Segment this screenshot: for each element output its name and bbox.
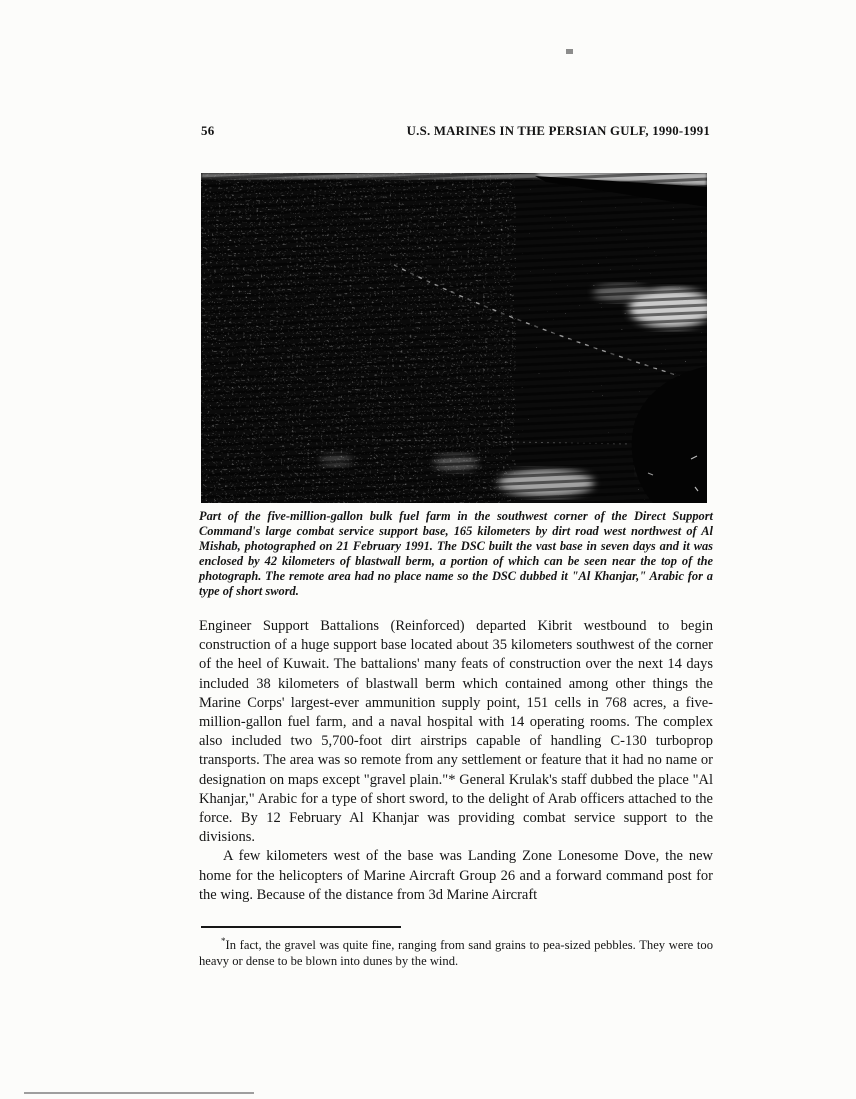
body-paragraph-2: A few kilometers west of the base was Landing Zone Lonesome Dove, the new home for the helicopters of Marine Aircraft Group 26 and a forward command post for the wing. Because of the distance from 3d Marine Aircraft xyxy=(199,848,713,903)
footnote-text: In fact, the gravel was quite fine, ranging from sand grains to pea-sized pebbles. They were too heavy or dense to be blown into dunes by the wind. xyxy=(199,938,713,969)
running-head: U.S. MARINES IN THE PERSIAN GULF, 1990-1991 xyxy=(406,124,710,138)
body-paragraph-1: Engineer Support Battalions (Reinforced) departed Kibrit westbound to begin construction of a huge support base located about 35 kilometers southwest of the corner of the heel of Kuwait. The battalions' many feats of construction over the next 14 days included 38 kilometers of blastwall berm which contained among other things the Marine Corps' largest-ever ammunition supply point, 151 cells in 768 acres, a five-million-gallon fuel farm, and a naval hospital with 14 operating rooms. The complex also included two 5,700-foot dirt airstrips capable of handling C-130 turboprop transports. The area was so remote from any settlement or feature that it had no name or designation on maps except "gravel plain."* General Krulak's staff dubbed the place "Al Khanjar," Arabic for a type of short sword, to the delight of Arab officers attached to the force. By 12 February Al Khanjar was providing combat service support to the divisions. xyxy=(199,618,713,846)
bottom-scan-line xyxy=(24,1092,254,1094)
footnote-rule xyxy=(201,926,401,928)
fuel-farm-photo xyxy=(201,173,707,503)
footnote-marker: * xyxy=(221,935,226,946)
fuel-farm-photo-art xyxy=(201,173,707,503)
page-header xyxy=(201,123,710,139)
photo-caption: Part of the five-million-gallon bulk fuel farm in the southwest corner of the Direct Support Command's large combat service support base, 165 kilometers by dirt road west northwest of Al Mishab, photographed on 21 February 1991. The DSC built the vast base in seven days and it was enclosed by 42 kilometers of blastwall berm, a portion of which can be seen near the top of the photograph. The remote area had no place name so the DSC dubbed it "Al Khanjar," Arabic for a type of short sword. xyxy=(199,509,713,598)
scan-artifact-speck xyxy=(566,49,573,54)
page-number: 56 xyxy=(201,123,215,138)
body-text xyxy=(199,617,713,905)
footnote xyxy=(199,937,713,970)
